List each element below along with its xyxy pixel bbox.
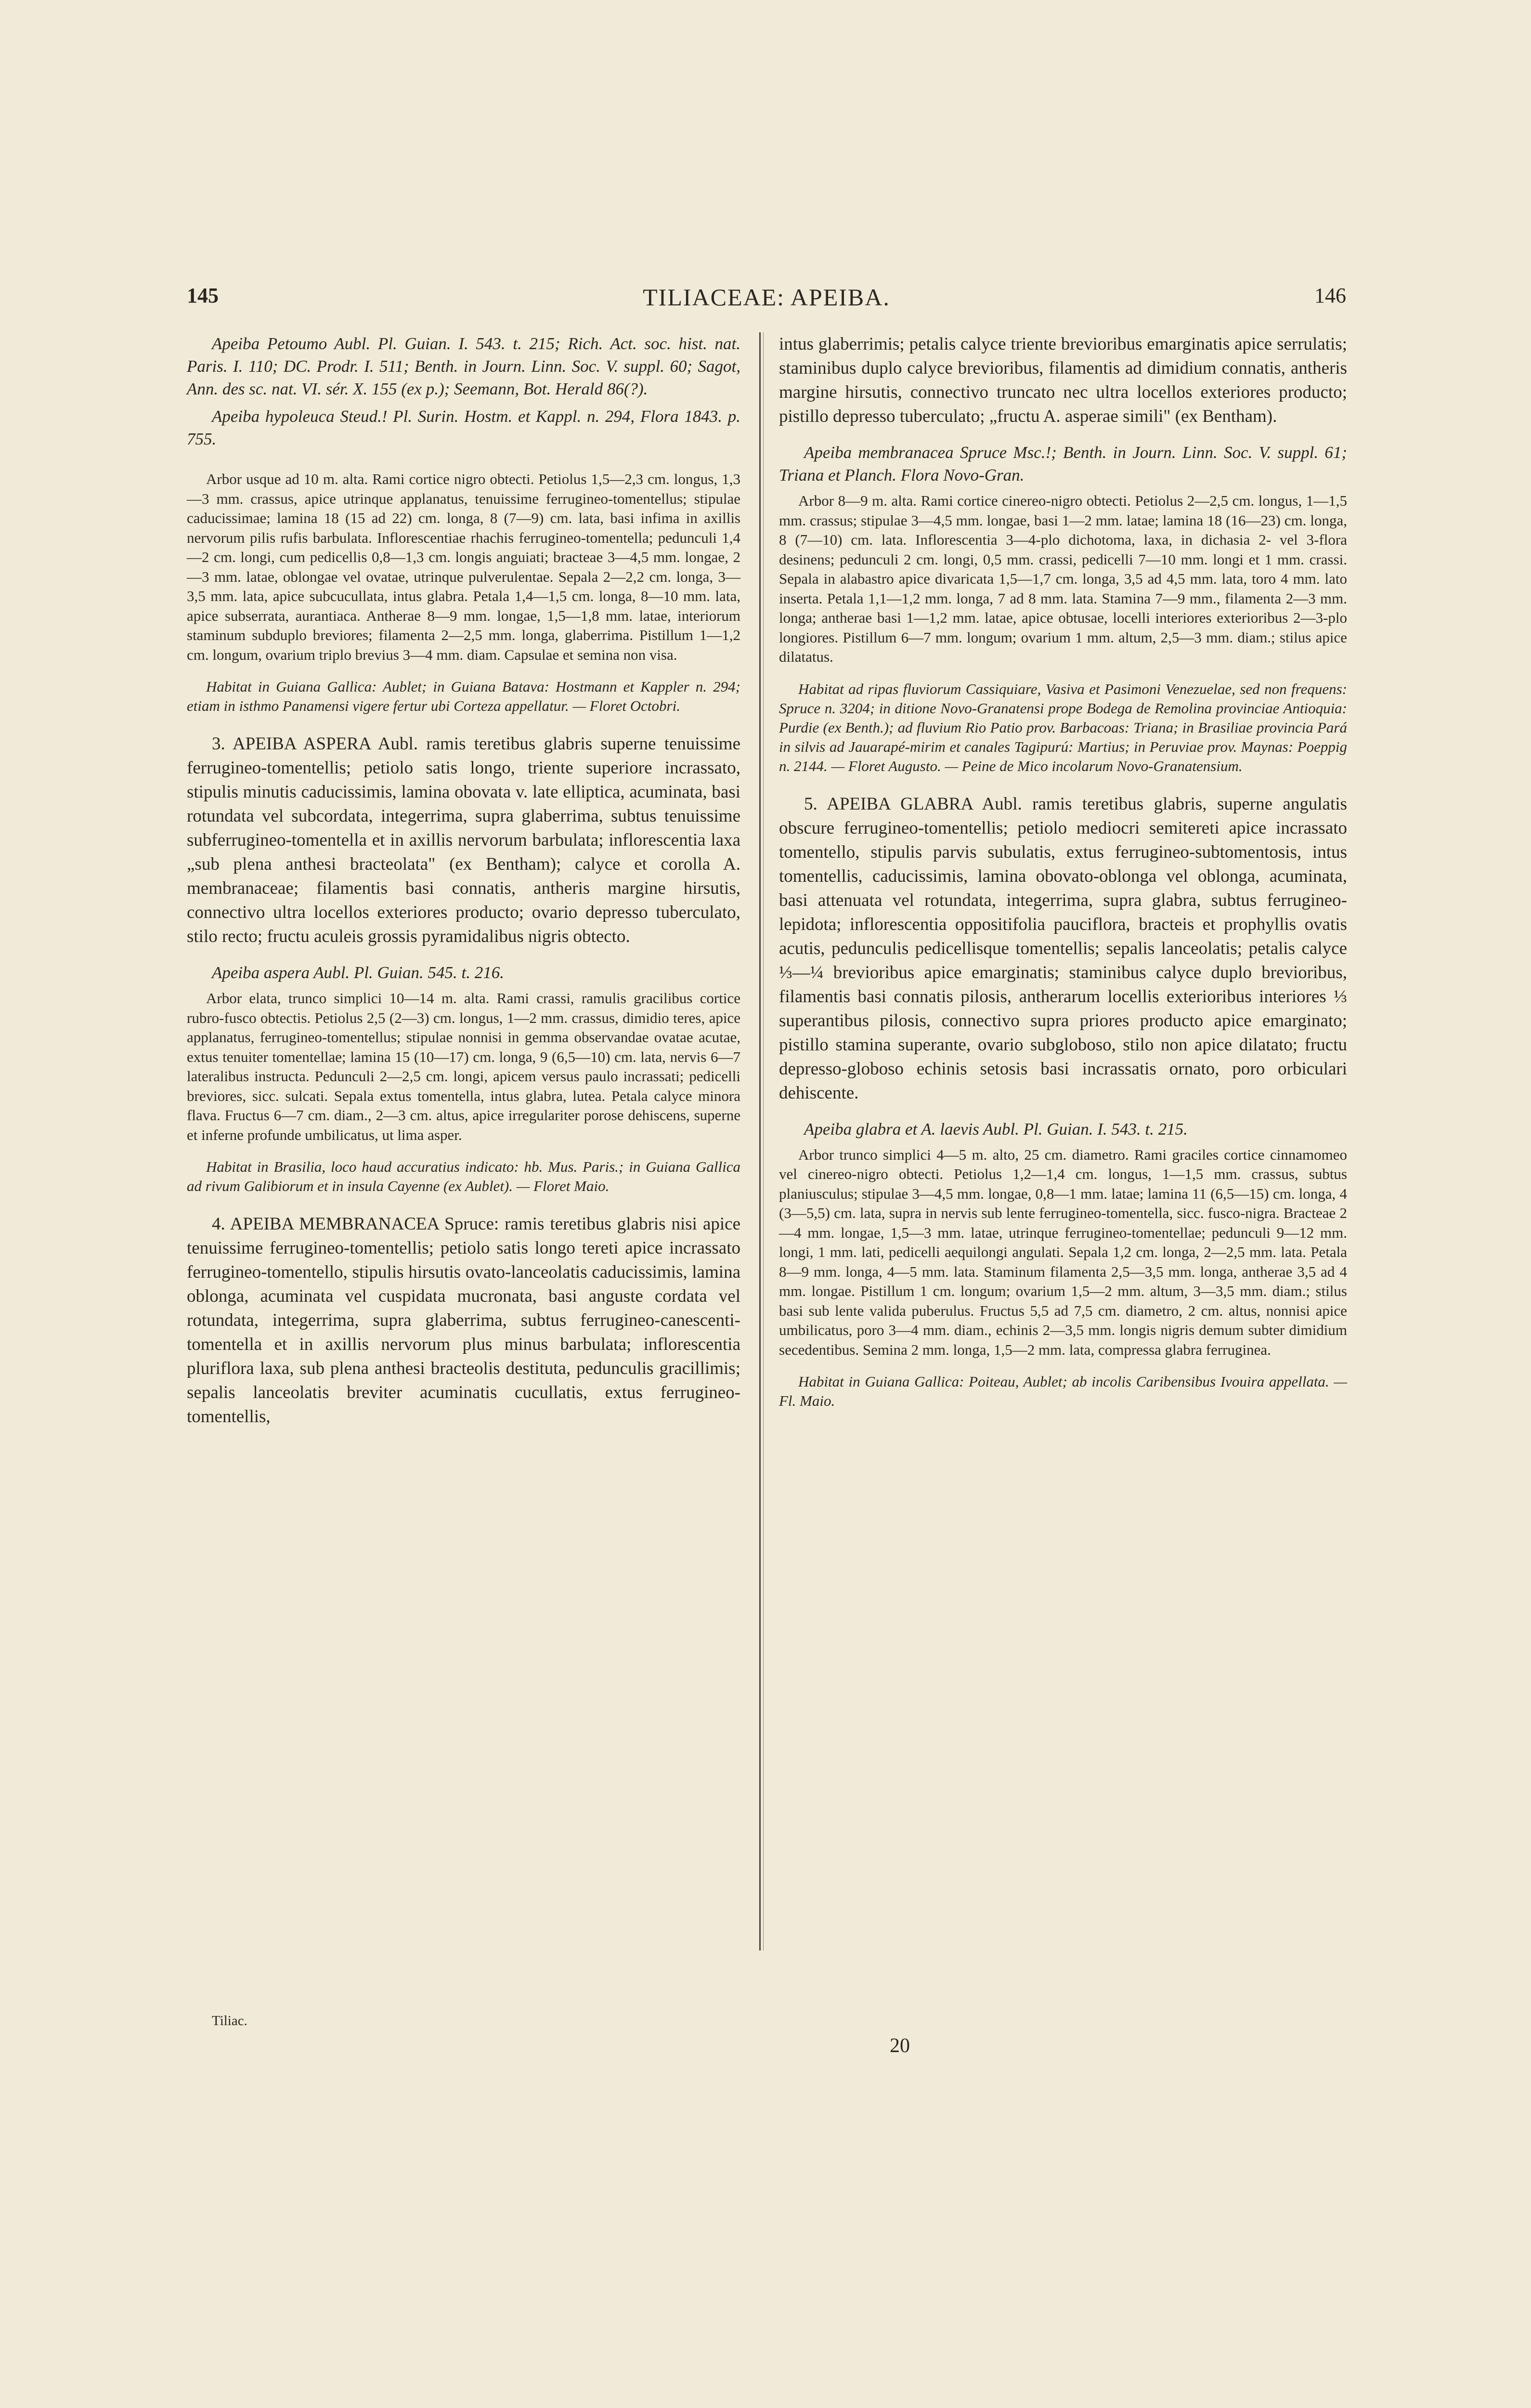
habitat-membranacea: Habitat ad ripas fluviorum Cassiquiare, Vasiva et Pasimoni Venezuelae, sed non frequens: Spruce n. 3204; in ditione Novo-Granatensi prope Bodega de Remolina provinciae Antioquia: Purdie (ex Benth.); ad fluvium Rio Patio prov. Barbacoas: Triana; in Brasiliae provincia Pará in silvis ad Jauarapé-mirim et canales Tagipurú: Martius; in Peruviae prov. Maynas: Poeppig n. 2144. — Floret Augusto. — Peine de Mico incolarum Novo-Granatensium. [779, 680, 1347, 774]
species-membranacea: 4. APEIBA MEMBRANACEA Spruce: ramis teretibus glabris nisi apice tenuissime ferrugineo-tomentellis; petiolo satis longo tereti apice incrassato ferrugineo-tomentello, stipulis hirsutis ovato-lanceolatis caducissimis, lamina oblonga, acuminata vel cuspidata mucronata, basi anguste cordata vel rotundata, integerrima, supra glaberrima, subtus ferrugineo-canescenti-tomentella et in axillis nervorum plus minus barbulata; inflorescentia pluriflora laxa, sub plena anthesi bracteolis destituta, pedunculis gracillimis; sepalis lanceolatis breviter acuminatis cucullatis, extus ferrugineo-tomentellis, [187, 1214, 740, 1426]
habitat-aspera: Habitat in Brasilia, loco haud accuratius indicato: hb. Mus. Paris.; in Guiana Gallica ad rivum Galibiorum et in insula Cayenne (ex Aublet). — Floret Maio. [187, 1158, 740, 1194]
species-membranacea-continued: intus glaberrimis; petalis calyce triente brevioribus emarginatis apice serrulatis; staminibus duplo calyce brevioribus, filamentis ad dimidium connatis, antheris margine hirsutis, connectivo truncato nec ultra locellos exteriores producto; pistillo depresso tuberculato; „fructu A. asperae simili" (ex Bentham). [779, 334, 1347, 426]
species-aspera: 3. APEIBA ASPERA Aubl. ramis teretibus glabris superne tenuissime ferrugineo-tomentellis; petiolo satis longo, triente superiore incrassato, stipulis minutis caducissimis, lamina obovata v. late elliptica, acuminata, basi rotundata vel subcordata, integerrima, supra glaberrima, subtus tenuissime subferrugineo-tomentella et in axillis nervorum barbulata; inflorescentia laxa „sub plena anthesi bracteolata" (ex Bentham); calyce et corolla A. membranaceae; filamentis basi connatis, antheris margine hirsutis, connectivo ultra locellos exteriores producto; ovario depresso tuberculato, stilo recto; fructu aculeis grossis pyramidalibus nigris obtecto. [187, 734, 740, 946]
page-number-right: 146 [1314, 284, 1346, 307]
left-column [187, 332, 740, 1441]
description-aspera: Arbor elata, trunco simplici 10—14 m. alta. Rami crassi, ramulis gracilibus cortice rubro-fusco obtectis. Petiolus 2,5 (2—3) cm. longus, 1—2 mm. crassus, dimidio teres, apice applanatus, ferrugineo-tomentellus; stipulae nonnisi in gemma observandae ovatae acutae, extus tenuiter tomentellae; lamina 15 (10—17) cm. longa, 9 (6,5—10) cm. lata, nervis 6—7 lateralibus instructa. Pedunculi 2—2,5 cm. longi, apicem versus paulo incrassati; pedicelli breviores, sicc. sulcati. Sepala extus tomentella, intus glabra, lutea. Petala calyce minora flava. Fructus 6—7 cm. diam., 2—3 cm. altus, apice irregulariter porose dehiscens, superne et inferne profunde umbilicatus, ut lima asper. [187, 990, 740, 1143]
signature-mark: 20 [890, 2035, 910, 2057]
running-title: TILIACEAE: APEIBA. [643, 284, 890, 311]
citation-hypoleuca: Apeiba hypoleuca Steud.! Pl. Surin. Hostm. et Kappl. n. 294, Flora 1843. p. 755. [187, 407, 740, 448]
citation-glabra: Apeiba glabra et A. laevis Aubl. Pl. Guian. I. 543. t. 215. [804, 1119, 1188, 1139]
citation-petoumo: Apeiba Petoumo Aubl. Pl. Guian. I. 543. t. 215; Rich. Act. soc. hist. nat. Paris. I. 110; DC. Prodr. I. 511; Benth. in Journ. Linn. Soc. V. suppl. 60; Sagot, Ann. des sc. nat. VI. sér. X. 155 (ex p.); Seemann, Bot. Herald 86(?). [187, 334, 740, 398]
page-number-left: 145 [187, 284, 219, 307]
column-divider-thin [763, 332, 764, 1950]
right-column [779, 332, 1347, 1427]
habitat-glabra: Habitat in Guiana Gallica: Poiteau, Aublet; ab incolis Caribensibus Ivouira appellata. — Fl. Maio. [779, 1373, 1347, 1409]
description-glabra: Arbor trunco simplici 4—5 m. alto, 25 cm. diametro. Rami graciles cortice cinnamomeo vel cinereo-nigro obtecti. Petiolus 1,2—1,4 cm. longus, 1—1,5 mm. crassus, subtus planiusculus; stipulae 3—4,5 mm. longae, 0,8—1 mm. latae; lamina 11 (6,5—15) cm. longa, 4 (3—5,5) cm. lata, supra in nervis sub lente ferrugineo-tomentella, sicc. fusco-nigra. Bracteae 2—4 mm. longae, 1,5—3 mm. latae, utrinque ferrugineo-tomentellae; pedunculi 9—12 mm. longi, 1 mm. lati, pedicelli aequilongi angulati. Sepala 1,2 cm. longa, 2—2,5 mm. lata. Petala 8—9 mm. longa, 4—5 mm. lata. Staminum filamenta 2,5—3,5 mm. longa, antherae 3,5 ad 4 mm. longae. Pistillum 1 cm. longum; ovarium 1,5—2 mm. altum, 3—3,5 mm. diam.; stilus basi sub lente valida puberulus. Fructus 5,5 ad 7,5 cm. diametro, 2 cm. altus, nonnisi apice umbilicatus, poro 3—4 mm. diam., echinis 2—3,5 mm. longis nigris demum subter dimidium secedentibus. Semina 2 mm. longa, 1,5—2 mm. lata, compressa glabra ferruginea. [779, 1146, 1347, 1358]
citation-aspera: Apeiba aspera Aubl. Pl. Guian. 545. t. 216. [212, 963, 504, 982]
habitat-petoumo: Habitat in Guiana Gallica: Aublet; in Guiana Batava: Hostmann et Kappler n. 294; etiam in isthmo Panamensi vigere fertur ubi Corteza appellatur. — Floret Octobri. [187, 678, 740, 714]
species-glabra: 5. APEIBA GLABRA Aubl. ramis teretibus glabris, superne angulatis obscure ferrugineo-tomentellis; petiolo mediocri semitereti apice incrassato tomentello, stipulis parvis subulatis, extus ferrugineo-subtomentosis, intus tomentellis, caducissimis, lamina obovato-oblonga vel oblonga, acuminata, basi attenuata vel rotundata, integerrima, supra glabra, subtus ferrugineo-lepidota; inflorescentia oppositifolia pauciflora, bracteis et prophyllis ovatis acutis, pedunculis pedicellisque tomentellis; sepalis lanceolatis; petalis calyce ⅓—¼ brevioribus apice emarginatis; staminibus calyce duplo brevioribus, filamentis basi connatis pilosis, antherarum locellis exterioribus interiores ⅓ superantibus pilosis, connectivo supra priores producto apice emarginato; pistillo stamina superante, ovario subgloboso, stilo non apice dilatato; fructu depresso-globoso echinis setosis basi incrassatis ornato, poro orbiculari dehiscente. [779, 794, 1347, 1103]
footer-note: Tiliac. [212, 2013, 247, 2028]
page-header [187, 283, 1346, 322]
citation-membranacea: Apeiba membranacea Spruce Msc.!; Benth. in Journ. Linn. Soc. V. suppl. 61; Triana et Planch. Flora Novo-Gran. [779, 443, 1347, 484]
description-petoumo: Arbor usque ad 10 m. alta. Rami cortice nigro obtecti. Petiolus 1,5—2,3 cm. longus, 1,3—3 mm. crassus, apice utrinque applanatus, tenuissime ferrugineo-tomentellus; stipulae caducissimae; lamina 18 (15 ad 22) cm. longa, 8 (7—9) cm. lata, basi infima in axillis nervorum pilis rufis barbulata. Inflorescentiae rhachis ferrugineo-tomentella; pedunculi 1,4—2 cm. longi, cum pedicellis 0,8—1,3 cm. longis anguiati; bracteae 3—4,5 mm. longae, 2—3 mm. latae, oblongae vel ovatae, utrinque pulverulentae. Sepala 2—2,2 cm. longa, 3—3,5 mm. lata, apice subcucullata, intus glabra. Petala 1,4—1,5 cm. longa, 8—10 mm. lata, apice subserrata, aurantiaca. Antherae 8—9 mm. longae, 1,5—1,8 mm. latae, interiorum staminum subduplo breviores; filamenta 2—2,5 mm. longa, glaberrima. Pistillum 1—1,2 cm. longum, ovarium triplo brevius 3—4 mm. diam. Capsulae et semina non visa. [187, 471, 740, 663]
description-membranacea: Arbor 8—9 m. alta. Rami cortice cinereo-nigro obtecti. Petiolus 2—2,5 cm. longus, 1—1,5 mm. crassus; stipulae 3—4,5 mm. longae, basi 1—2 mm. latae; lamina 18 (16—23) cm. longa, 8 (7—10) cm. lata. Inflorescentia 3—4-plo dichotoma, laxa, in dichasia 2- vel 3-flora desinens; pedunculi 2 cm. longi, 0,5 mm. crassi, pedicelli 7—10 mm. longi et 1 mm. crassi. Sepala in alabastro apice divaricata 1,5—1,7 cm. longa, 3,5 ad 4,5 mm. lata, toro 4 mm. lato inserta. Petala 1,1—1,2 mm. longa, 7 ad 8 mm. lata. Stamina 7—9 mm., filamenta 2—3 mm. longa; antherae basi 1—1,2 mm. latae, apice obtusae, locelli interiores exterioribus 2—3-plo longiores. Pistillum 6—7 mm. longum; ovarium 1 mm. altum, 2,5—3 mm. diam.; stilus apice dilatatus. [779, 492, 1347, 665]
column-divider [759, 332, 761, 1950]
